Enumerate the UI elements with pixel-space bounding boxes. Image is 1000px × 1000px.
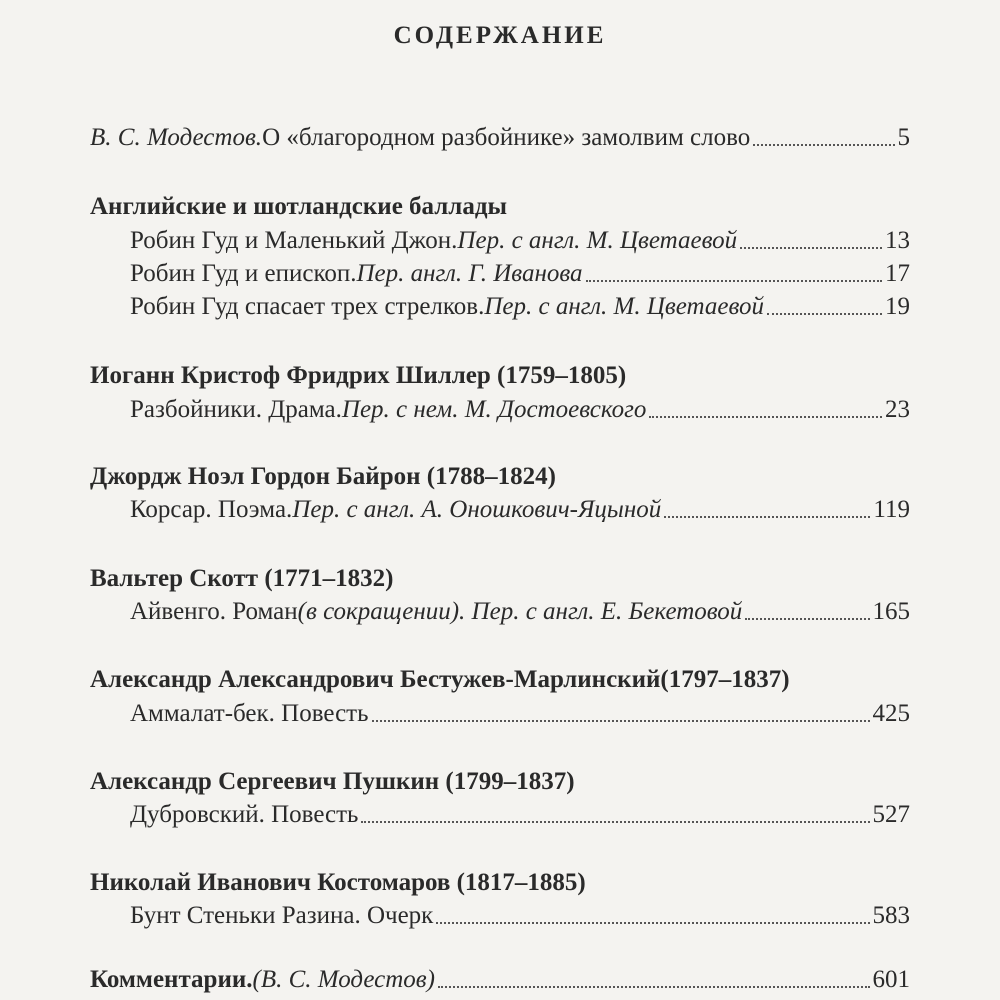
entry-translator: Пер. англ. Г. Иванова [356, 260, 583, 287]
toc-entry[interactable] [130, 495, 910, 525]
dot-leader [436, 922, 869, 924]
toc-entry[interactable] [130, 901, 910, 931]
entry-title: Комментарии. [90, 966, 253, 993]
dot-leader [586, 280, 882, 282]
entry-translator: Пер. с англ. А. Оношкович-Яцыной [292, 496, 662, 523]
dot-leader [753, 144, 894, 146]
entry-page-number: 5 [897, 124, 910, 151]
toc-entry[interactable] [130, 226, 910, 256]
dot-leader [372, 720, 870, 722]
entry-translator: Пер. с нем. М. Достоевского [341, 396, 647, 423]
entry-title: Аммалат-бек. Повесть [130, 700, 369, 727]
entry-title: Корсар. Поэма. [130, 496, 293, 523]
dot-leader [745, 618, 869, 620]
entry-title: Робин Гуд спасает трех стрелков. [130, 293, 485, 320]
toc-entry[interactable] [130, 597, 910, 627]
entry-page-number: 527 [872, 801, 910, 828]
entry-page-number: 425 [872, 700, 910, 727]
section-heading: Вальтер Скотт (1771–1832) [90, 565, 394, 592]
toc-entry[interactable] [130, 800, 910, 830]
toc-entry-intro[interactable] [90, 123, 910, 153]
toc-entry[interactable] [130, 699, 910, 729]
entry-author: В. С. Модестов. [90, 124, 263, 151]
entry-title: Робин Гуд и Маленький Джон. [130, 227, 458, 254]
section-heading: Английские и шотландские баллады [90, 193, 507, 220]
dot-leader [740, 247, 882, 249]
entry-translator: (в сокращении). Пер. с англ. Е. Бекетовой [297, 598, 743, 625]
entry-page-number: 165 [872, 598, 910, 625]
dot-leader [361, 821, 869, 823]
entry-page-number: 13 [885, 227, 910, 254]
dot-leader [649, 416, 882, 418]
entry-page-number: 19 [885, 293, 910, 320]
dot-leader [767, 313, 882, 315]
entry-title: О «благородном разбойнике» замолвим слово [262, 124, 751, 151]
entry-title: Робин Гуд и епископ. [130, 260, 357, 287]
toc-entry[interactable] [130, 259, 910, 289]
section-heading: Джордж Ноэл Гордон Байрон (1788–1824) [90, 463, 556, 490]
section-heading: Александр Александрович Бестужев-Марлинский(1797–1837) [90, 666, 790, 693]
entry-translator: Пер. с англ. М. Цветаевой [457, 227, 738, 254]
section-heading: Александр Сергеевич Пушкин (1799–1837) [90, 768, 575, 795]
entry-title: Бунт Стеньки Разина. Очерк [130, 902, 434, 929]
toc-entry-comments[interactable] [90, 965, 910, 995]
entry-page-number: 119 [873, 496, 910, 523]
entry-title: Айвенго. Роман [130, 598, 298, 625]
entry-title: Дубровский. Повесть [130, 801, 359, 828]
dot-leader [438, 986, 870, 988]
entry-author: (В. С. Модестов) [252, 966, 435, 993]
entry-page-number: 23 [885, 396, 910, 423]
entry-translator: Пер. с англ. М. Цветаевой [484, 293, 765, 320]
entry-page-number: 601 [872, 966, 910, 993]
section-heading: Иоганн Кристоф Фридрих Шиллер (1759–1805) [90, 362, 627, 389]
dot-leader [664, 516, 870, 518]
entry-page-number: 17 [885, 260, 910, 287]
section-heading: Николай Иванович Костомаров (1817–1885) [90, 869, 586, 896]
entry-page-number: 583 [872, 902, 910, 929]
page-title: СОДЕРЖАНИЕ [393, 22, 607, 49]
entry-title: Разбойники. Драма. [130, 396, 342, 423]
toc-entry[interactable] [130, 395, 910, 425]
toc-entry[interactable] [130, 292, 910, 322]
